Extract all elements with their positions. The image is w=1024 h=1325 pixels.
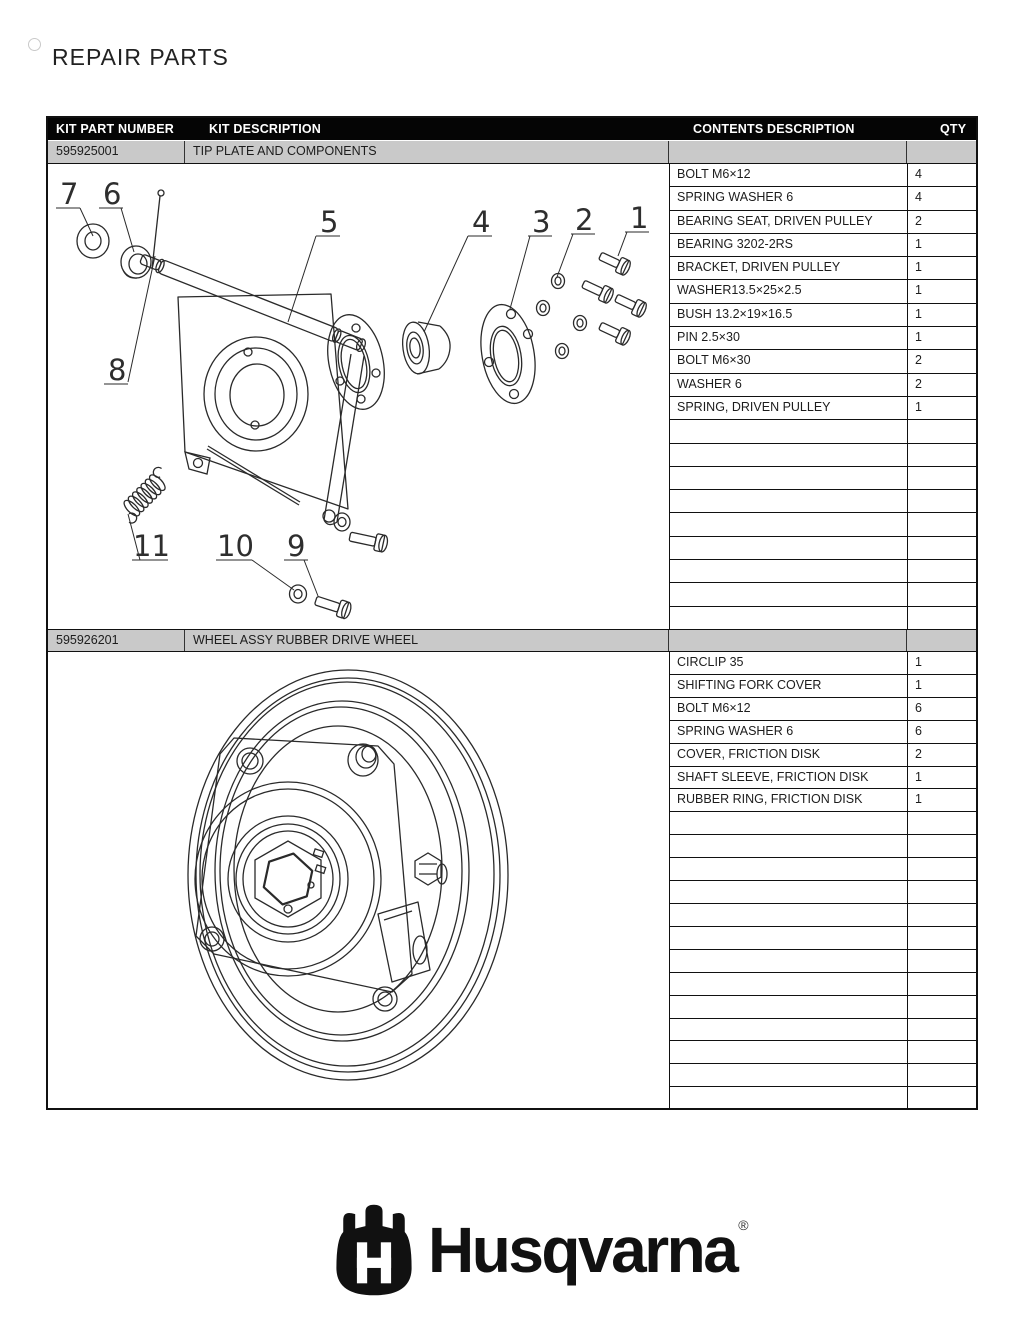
contents-description-cell: [670, 490, 908, 512]
part-washer-10: [290, 585, 307, 603]
callout-label: 11: [133, 529, 170, 563]
part-bolt-9: [313, 592, 352, 619]
qty-cell: [908, 904, 976, 926]
qty-cell: [908, 444, 976, 466]
qty-cell: [908, 490, 976, 512]
contents-row: [670, 904, 976, 927]
qty-cell: 1: [915, 330, 922, 345]
contents-row: [670, 950, 976, 973]
contents-row: [670, 327, 976, 350]
contents-row: [670, 858, 976, 881]
contents-row: [670, 490, 976, 513]
qty-cell: [908, 1087, 976, 1109]
kit-section-body-1: [48, 164, 976, 629]
qty-cell: [908, 583, 976, 605]
contents-description-cell: BRACKET, DRIVEN PULLEY: [670, 257, 908, 279]
contents-row: [670, 537, 976, 560]
contents-row: [670, 234, 976, 257]
part-tip-plate: [178, 294, 348, 509]
contents-row: [670, 927, 976, 950]
contents-description-cell: BOLT M6×12: [670, 698, 908, 720]
contents-description-cell: [670, 881, 908, 903]
brand-wordmark: Husqvarna: [428, 1214, 737, 1286]
contents-row: [670, 513, 976, 536]
contents-row: [670, 467, 976, 490]
section-contents-spacer: [669, 630, 907, 651]
hex-socket: [255, 841, 326, 917]
qty-cell: [908, 950, 976, 972]
header-contents-description: CONTENTS DESCRIPTION: [693, 122, 855, 136]
husqvarna-crown-icon: [330, 1203, 418, 1297]
callout-label: 2: [575, 203, 594, 237]
kit-part-number: 595926201: [48, 630, 185, 651]
kit-section-row-2: [48, 629, 976, 652]
contents-description-cell: [670, 1064, 908, 1086]
contents-row: [670, 744, 976, 767]
qty-cell: 6: [915, 723, 922, 738]
contents-row: [670, 583, 976, 606]
contents-description-cell: BOLT M6×30: [670, 350, 908, 372]
qty-cell: 2: [915, 213, 922, 228]
qty-cell: 1: [915, 677, 922, 692]
contents-description-cell: SPRING, DRIVEN PULLEY: [670, 397, 908, 419]
section-contents-spacer: [669, 141, 907, 163]
contents-description-cell: [670, 467, 908, 489]
qty-cell: [908, 560, 976, 582]
header-kit-part-number: KIT PART NUMBER: [56, 122, 175, 136]
contents-description-cell: BEARING SEAT, DRIVEN PULLEY: [670, 211, 908, 233]
contents-row: [670, 187, 976, 210]
contents-row: [670, 1087, 976, 1109]
contents-description-cell: [670, 1087, 908, 1109]
repair-parts-table: [46, 116, 978, 1110]
qty-cell: 2: [915, 376, 922, 391]
qty-cell: 1: [915, 769, 922, 784]
contents-description-cell: [670, 950, 908, 972]
contents-description-cell: BEARING 3202-2RS: [670, 234, 908, 256]
page-title: REPAIR PARTS: [52, 44, 229, 70]
contents-description-cell: [670, 973, 908, 995]
contents-description-cell: CIRCLIP 35: [670, 652, 908, 674]
contents-description-cell: [670, 513, 908, 535]
contents-description-cell: [670, 812, 908, 834]
contents-row: [670, 280, 976, 303]
contents-description-cell: COVER, FRICTION DISK: [670, 744, 908, 766]
contents-row: [670, 304, 976, 327]
wheel-drawing: [48, 652, 669, 1109]
qty-cell: 1: [915, 283, 922, 298]
callout-label: 6: [103, 177, 122, 211]
part-bush-6: [121, 246, 151, 278]
contents-row: [670, 767, 976, 790]
qty-cell: [908, 420, 976, 442]
contents-description-cell: SPRING WASHER 6: [670, 721, 908, 743]
kit-part-number: 595925001: [48, 141, 185, 163]
brand-logo: [330, 1203, 749, 1297]
callout-label: 3: [532, 205, 551, 239]
qty-cell: [908, 467, 976, 489]
qty-cell: 1: [915, 399, 922, 414]
contents-row: [670, 675, 976, 698]
qty-cell: 2: [915, 746, 922, 761]
qty-cell: 1: [915, 792, 922, 807]
contents-description-cell: PIN 2.5×30: [670, 327, 908, 349]
part-bearing-seat-3: [474, 300, 543, 408]
qty-cell: [908, 1041, 976, 1063]
contents-row: [670, 698, 976, 721]
kit-description: WHEEL ASSY RUBBER DRIVE WHEEL: [185, 630, 669, 651]
exploded-diagram-tip-plate: [48, 164, 670, 629]
contents-list-1: [670, 164, 976, 629]
contents-row: [670, 420, 976, 443]
qty-cell: [908, 607, 976, 629]
contents-row: [670, 812, 976, 835]
wheel-assy-diagram: [48, 652, 670, 1109]
part-spring-washers-2: [537, 274, 587, 359]
contents-row: [670, 835, 976, 858]
decorative-circle: [28, 38, 41, 51]
qty-cell: 1: [915, 655, 922, 669]
part-bolts-1: [580, 249, 648, 347]
contents-description-cell: BUSH 13.2×19×16.5: [670, 304, 908, 326]
contents-description-cell: [670, 904, 908, 926]
header-kit-description: KIT DESCRIPTION: [209, 122, 322, 136]
contents-description-cell: SPRING WASHER 6: [670, 187, 908, 209]
qty-cell: [908, 812, 976, 834]
contents-description-cell: [670, 444, 908, 466]
contents-row: [670, 721, 976, 744]
contents-description-cell: [670, 835, 908, 857]
contents-row: [670, 996, 976, 1019]
qty-cell: [908, 881, 976, 903]
contents-row: [670, 652, 976, 675]
qty-cell: [908, 1064, 976, 1086]
contents-row: [670, 397, 976, 420]
qty-cell: [908, 835, 976, 857]
qty-cell: [908, 858, 976, 880]
contents-row: [670, 444, 976, 467]
part-washer-7: [77, 224, 109, 258]
kit-description: TIP PLATE AND COMPONENTS: [185, 141, 669, 163]
contents-description-cell: [670, 420, 908, 442]
contents-row: [670, 1041, 976, 1064]
section-qty-spacer: [907, 141, 976, 163]
contents-row: [670, 1064, 976, 1087]
qty-cell: 4: [915, 167, 922, 181]
part-spring-11: [115, 465, 175, 525]
contents-row: [670, 374, 976, 397]
tip-plate-drawing: [48, 164, 669, 629]
qty-cell: 4: [915, 190, 922, 205]
qty-cell: [908, 927, 976, 949]
contents-description-cell: [670, 1019, 908, 1041]
contents-description-cell: [670, 996, 908, 1018]
contents-description-cell: [670, 927, 908, 949]
contents-list-2: [670, 652, 976, 1109]
contents-description-cell: BOLT M6×12: [670, 164, 908, 186]
contents-row: [670, 607, 976, 629]
qty-cell: [908, 973, 976, 995]
contents-description-cell: WASHER13.5×25×2.5: [670, 280, 908, 302]
qty-cell: 2: [915, 353, 922, 368]
callout-label: 4: [472, 205, 491, 239]
header-qty: QTY: [940, 122, 967, 136]
contents-row: [670, 257, 976, 280]
contents-description-cell: [670, 537, 908, 559]
contents-description-cell: [670, 607, 908, 629]
contents-row: [670, 350, 976, 373]
contents-description-cell: [670, 1041, 908, 1063]
contents-description-cell: WASHER 6: [670, 374, 908, 396]
qty-cell: [908, 513, 976, 535]
contents-description-cell: SHAFT SLEEVE, FRICTION DISK: [670, 767, 908, 789]
callout-label: 5: [320, 205, 339, 239]
contents-row: [670, 789, 976, 812]
part-pin-8: [152, 190, 164, 269]
callout-label: 10: [217, 529, 254, 563]
contents-description-cell: SHIFTING FORK COVER: [670, 675, 908, 697]
qty-cell: [908, 996, 976, 1018]
part-bolt-m6x30: [348, 528, 389, 553]
qty-cell: [908, 537, 976, 559]
callout-label: 8: [108, 353, 127, 387]
kit-section-body-2: [48, 652, 976, 1109]
contents-row: [670, 1019, 976, 1042]
section-qty-spacer: [907, 630, 976, 651]
contents-row: [670, 211, 976, 234]
fork-tab: [378, 902, 430, 982]
contents-row: [670, 560, 976, 583]
qty-cell: 1: [915, 306, 922, 321]
part-shaft-5: [139, 252, 367, 353]
contents-description-cell: [670, 583, 908, 605]
table-header-row: [48, 118, 976, 141]
contents-description-cell: [670, 560, 908, 582]
contents-row: [670, 164, 976, 187]
callout-label: 1: [630, 201, 649, 235]
contents-row: [670, 881, 976, 904]
contents-row: [670, 973, 976, 996]
qty-cell: 1: [915, 236, 922, 251]
kit-section-row-1: [48, 141, 976, 164]
contents-description-cell: RUBBER RING, FRICTION DISK: [670, 789, 908, 811]
callout-label: 7: [60, 177, 79, 211]
registered-mark: ®: [738, 1217, 749, 1233]
qty-cell: 1: [915, 260, 922, 275]
callout-label: 9: [287, 529, 306, 563]
qty-cell: 6: [915, 700, 922, 715]
part-bearing-4: [400, 320, 451, 375]
qty-cell: [908, 1019, 976, 1041]
contents-description-cell: [670, 858, 908, 880]
